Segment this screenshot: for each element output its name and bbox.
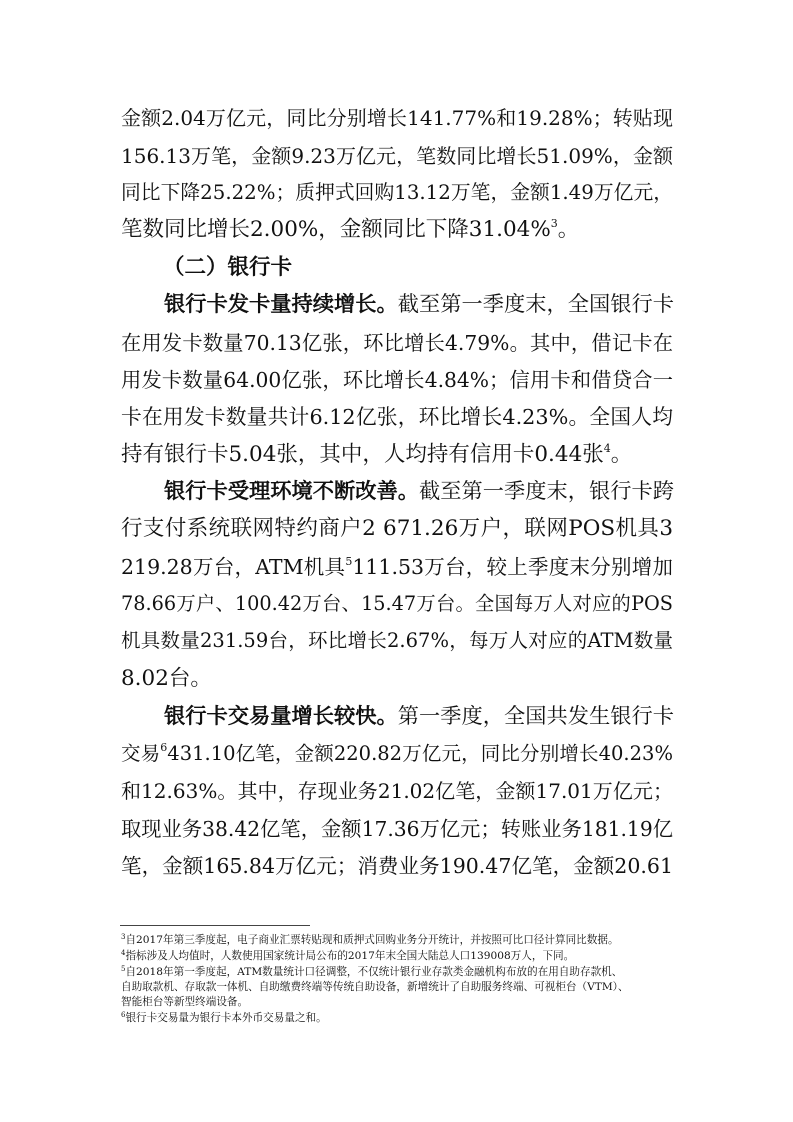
paragraph-line (121, 216, 673, 244)
paragraph-line: 在用发卡数量70.13亿张，环比增长4.79%。其中，借记卡在 (121, 331, 673, 355)
footnote-4 (121, 949, 676, 964)
paragraph-line: 和12.63%。其中，存现业务21.02亿笔，金额17.01万亿元； (121, 779, 673, 803)
text-run: 笔数同比增长2.00%，金额同比下降31.04% (121, 217, 551, 242)
footnote-separator (120, 925, 310, 926)
paragraph-line: 取现业务38.42亿笔，金额17.36万亿元；转账业务181.19亿 (121, 817, 673, 841)
footnote-text: 指标涉及人均值时，人数使用国家统计局公布的2017年末全国大陆总人口139008万人，下同。 (125, 950, 575, 962)
text-run: 持有银行卡5.04张，其中，人均持有信用卡0.44张 (121, 442, 604, 467)
paragraph-line (164, 478, 673, 506)
footnote-ref-6: 6 (160, 741, 168, 754)
paragraph-line: 用发卡数量64.00亿张，环比增长4.84%；信用卡和借贷合一 (121, 368, 673, 392)
paragraph-line (121, 740, 673, 768)
paragraph-line (121, 553, 673, 581)
paragraph-line: 金额2.04万亿元，同比分别增长141.77%和19.28%；转贴现 (121, 106, 673, 130)
footnote-5-line-2: 自助取款机、存取款一体机、自助缴费终端等传统自助设备，新增统计了自助服务终端、可视柜台（VTM）、 (121, 981, 629, 993)
paragraph-line (121, 441, 673, 469)
paragraph-line: 机具数量231.59台，环比增长2.67%，每万人对应的ATM数量 (121, 629, 673, 652)
footnote-text: 自2018年第一季度起，ATM数量统计口径调整，不仅统计银行业存款类金融机构布放的在用自助存款机、 (125, 966, 623, 978)
paragraph-line: 卡在用发卡数量共计6.12亿张，环比增长4.23%。全国人均 (121, 405, 673, 429)
paragraph-line (164, 703, 673, 731)
footnote-3 (121, 933, 676, 948)
text-run: 。 (610, 442, 633, 467)
paragraph-line: 笔，金额165.84万亿元；消费业务190.47亿笔，金额20.61 (121, 854, 673, 878)
text-run: 。 (557, 217, 580, 242)
text-run: 219.28万台，ATM机具 (121, 555, 346, 579)
footnote-ref-3: 3 (550, 217, 558, 230)
footnote-5 (121, 965, 676, 980)
paragraph-line: 78.66万户、100.42万台、15.47万台。全国每万人对应的POS (121, 592, 673, 615)
paragraph-lead: 银行卡发卡量持续增长。 (164, 292, 398, 317)
footnote-mark: 6 (121, 1011, 126, 1019)
footnote-text: 银行卡交易量为银行卡本外币交易量之和。 (125, 1012, 327, 1024)
text-run: 交易 (121, 742, 161, 765)
footnote-ref-5: 5 (345, 555, 353, 568)
text-run: 431.10亿笔，金额220.82万亿元，同比分别增长40.23% (167, 742, 673, 765)
paragraph-lead: 银行卡交易量增长较快。 (164, 704, 398, 729)
paragraph-lead: 银行卡受理环境不断改善。 (164, 479, 420, 504)
text-run: 截至第一季度末，全国银行卡 (397, 292, 675, 317)
text-run: 第一季度，全国共发生银行卡 (397, 704, 675, 729)
text-run: 截至第一季度末，银行卡跨 (419, 479, 675, 504)
footnote-mark: 3 (121, 933, 126, 941)
footnote-mark: 5 (121, 965, 126, 973)
text-run: 111.53万台，较上季度末分别增加 (352, 555, 674, 579)
paragraph-line: 8.02台。 (121, 666, 212, 691)
section-heading: （二）银行卡 (163, 255, 293, 280)
footnote-text: 自2017年第三季度起，电子商业汇票转贴现和质押式回购业务分开统计，并按照可比口径计算同比数据。 (125, 934, 619, 946)
footnote-6 (121, 1011, 676, 1026)
footnote-mark: 4 (121, 949, 126, 957)
paragraph-line: 同比下降25.22%；质押式回购13.12万笔，金额1.49万亿元， (121, 181, 673, 204)
footnote-ref-4: 4 (603, 442, 611, 455)
paragraph-line: 行支付系统联网特约商户2 671.26万户，联网POS机具3 (121, 516, 673, 541)
footnote-5-line-3: 智能柜台等新型终端设备。 (121, 996, 249, 1008)
paragraph-line (164, 291, 673, 319)
paragraph-line: 156.13万笔，金额9.23万亿元，笔数同比增长51.09%，金额 (121, 144, 673, 168)
